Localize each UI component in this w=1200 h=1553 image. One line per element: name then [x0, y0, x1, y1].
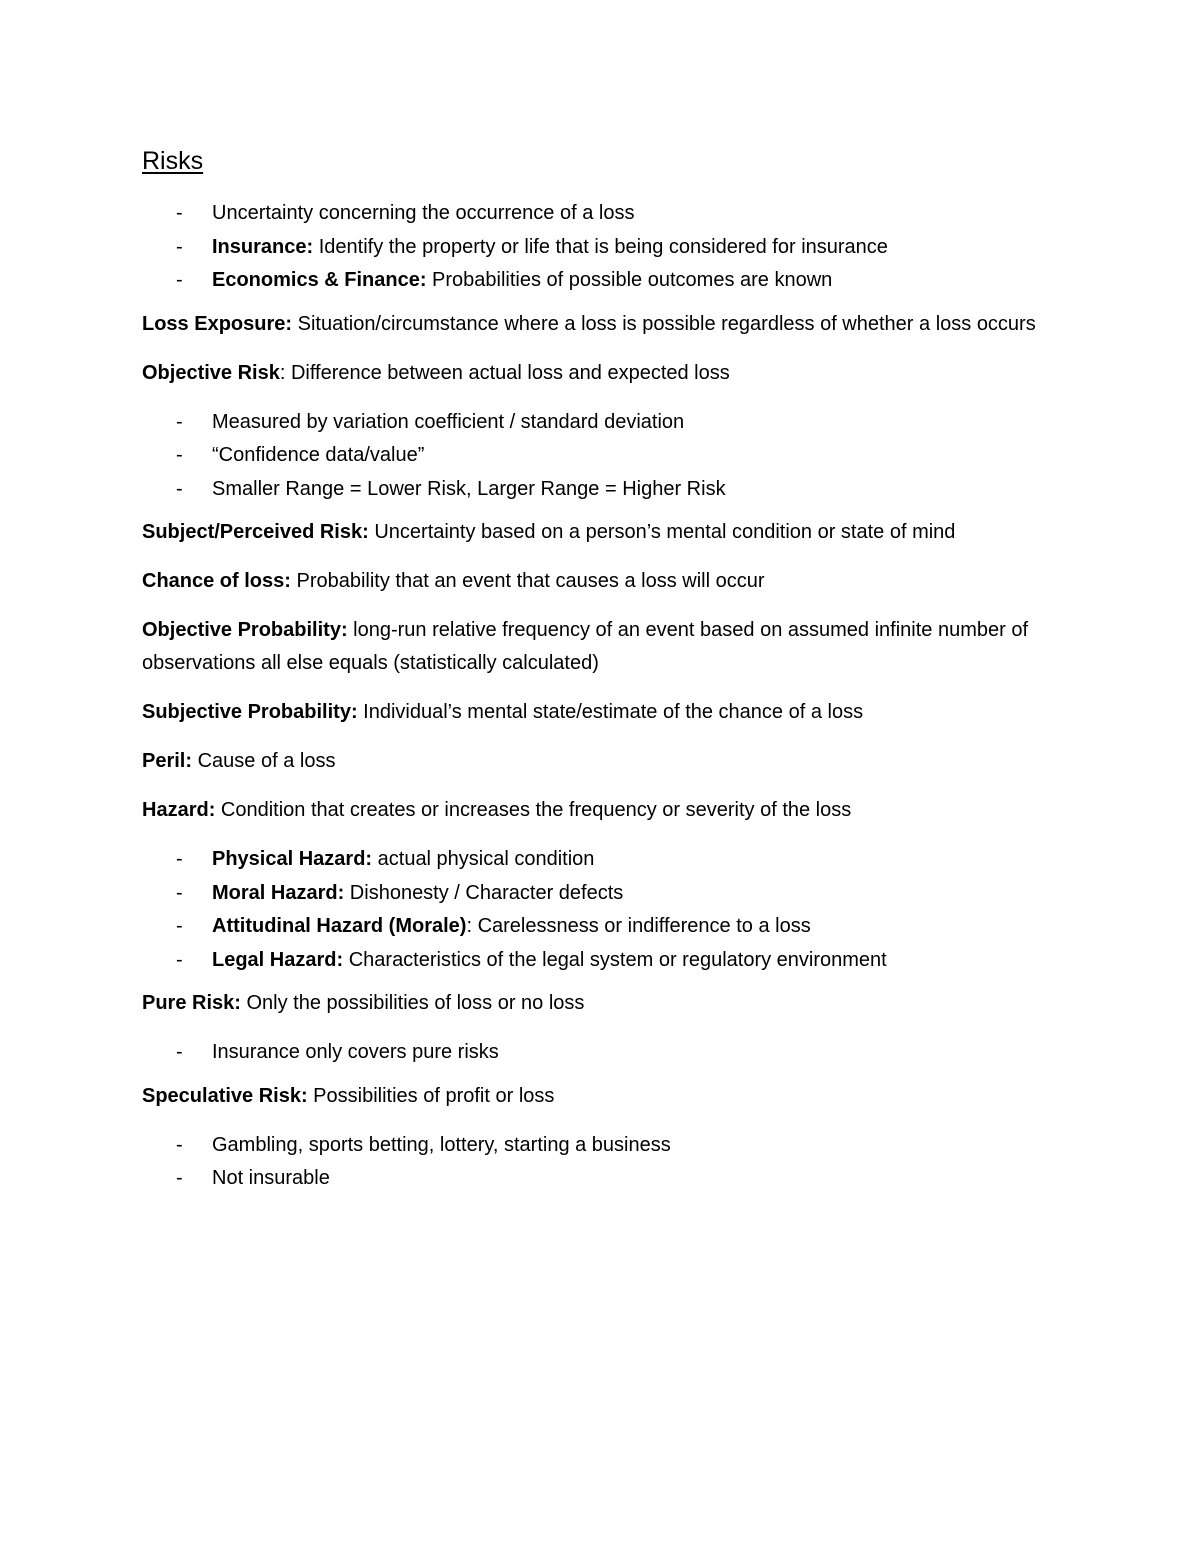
- list-item: - Attitudinal Hazard (Morale): Carelessness or indifference to a loss: [142, 910, 1047, 944]
- list-item: - Physical Hazard: actual physical condition: [142, 843, 1047, 877]
- page-title: Risks: [142, 147, 204, 175]
- chance-of-loss-definition: Chance of loss: Probability that an event that causes a loss will occur: [142, 570, 765, 592]
- hazard-bullet-list: [142, 843, 1047, 977]
- list-item: - Uncertainty concerning the occurrence of a loss: [142, 197, 1047, 231]
- list-item: - Economics & Finance: Probabilities of possible outcomes are known: [142, 264, 1047, 298]
- risk-bullet-list: [142, 197, 1047, 298]
- speculative-risk-bullet-list: [142, 1129, 1047, 1196]
- peril-definition: Peril: Cause of a loss: [142, 750, 336, 772]
- loss-exposure-definition: Loss Exposure: Situation/circumstance where a loss is possible regardless of whether a loss occurs: [142, 312, 1036, 335]
- list-item: - Smaller Range = Lower Risk, Larger Range = Higher Risk: [142, 473, 1047, 507]
- objective-risk-definition: Objective Risk: Difference between actual loss and expected loss: [142, 361, 730, 384]
- subjective-probability-definition: Subjective Probability: Individual’s mental state/estimate of the chance of a loss: [142, 701, 864, 723]
- list-item: - “Confidence data/value”: [142, 439, 1047, 473]
- hazard-definition: Hazard: Condition that creates or increases the frequency or severity of the loss: [142, 799, 852, 821]
- list-item: - Not insurable: [142, 1162, 1047, 1196]
- document-page: [142, 143, 1047, 1206]
- objective-risk-bullet-list: [142, 406, 1047, 507]
- speculative-risk-definition: Speculative Risk: Possibilities of profit or loss: [142, 1084, 555, 1107]
- list-item: - Insurance only covers pure risks: [142, 1036, 1047, 1070]
- list-item: - Legal Hazard: Characteristics of the legal system or regulatory environment: [142, 944, 1047, 978]
- list-item: - Moral Hazard: Dishonesty / Character defects: [142, 877, 1047, 911]
- subject-risk-definition: Subject/Perceived Risk: Uncertainty based on a person’s mental condition or state of mind: [142, 521, 956, 543]
- list-item: - Gambling, sports betting, lottery, starting a business: [142, 1129, 1047, 1163]
- objective-probability-definition: Objective Probability: long-run relative frequency of an event based on assumed infinite number of observations all else equals (statistically calculated): [142, 619, 1029, 674]
- list-item: - Insurance: Identify the property or life that is being considered for insurance: [142, 231, 1047, 265]
- list-item: - Measured by variation coefficient / standard deviation: [142, 406, 1047, 440]
- pure-risk-bullet-list: [142, 1036, 1047, 1070]
- pure-risk-definition: Pure Risk: Only the possibilities of loss or no loss: [142, 992, 585, 1014]
